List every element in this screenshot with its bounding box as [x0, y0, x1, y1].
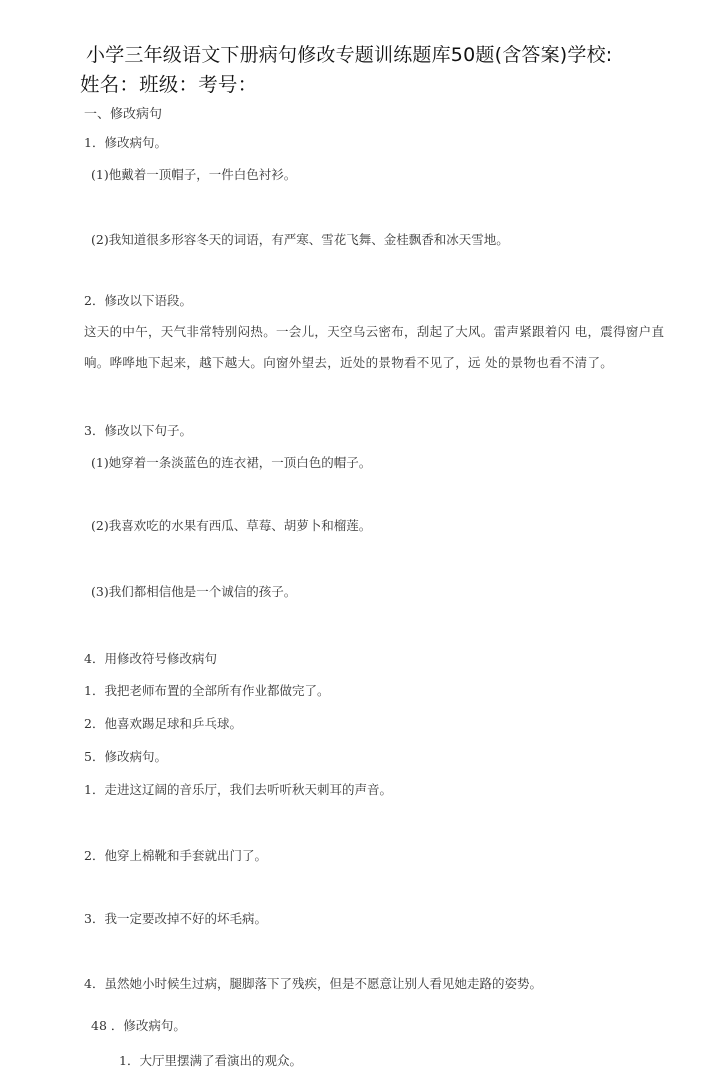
- question-5-item-2: 2．他穿上棉靴和手套就出门了。: [84, 848, 267, 863]
- question-1-item-2: (2)我知道很多形容冬天的词语，有严寒、雪花飞舞、金桂飘香和冰天雪地。: [91, 232, 509, 247]
- document-title: 小学三年级语文下册病句修改专题训练题库50题(含答案)学校:: [86, 44, 613, 66]
- question-1-heading: 1．修改病句。: [84, 135, 167, 150]
- question-3-item-3: (3)我们都相信他是一个诚信的孩子。: [91, 584, 297, 599]
- question-2-heading: 2．修改以下语段。: [84, 293, 192, 308]
- question-5-item-4: 4．虽然她小时候生过病，腿脚落下了残疾，但是不愿意让别人看见她走路的姿势。: [84, 976, 542, 991]
- question-3-item-1: (1)她穿着一条淡蓝色的连衣裙，一顶白色的帽子。: [91, 455, 372, 470]
- question-5-item-3: 3．我一定要改掉不好的坏毛病。: [84, 911, 267, 926]
- question-2-paragraph-line-1: 这天的中午，天气非常特别闷热。一会儿，天空乌云密布，刮起了大风。雷声紧跟着闪 电，震得窗户直: [84, 324, 665, 339]
- question-4-heading: 4．用修改符号修改病句: [84, 651, 217, 666]
- student-info-line: 姓名：班级：考号：: [80, 73, 258, 96]
- question-3-heading: 3．修改以下句子。: [84, 423, 192, 438]
- question-4-item-2: 2．他喜欢踢足球和乒乓球。: [84, 716, 242, 731]
- question-5-item-1: 1．走进这辽阔的音乐厅，我们去听听秋天刺耳的声音。: [84, 782, 392, 797]
- question-48-item-1: 1．大厅里摆满了看演出的观众。: [119, 1053, 302, 1068]
- question-5-heading: 5．修改病句。: [84, 749, 167, 764]
- section-heading: 一、修改病句: [84, 107, 163, 122]
- question-2-paragraph-line-2: 响。哗哗地下起来，越下越大。向窗外望去，近处的景物看不见了，远 处的景物也看不清了。: [84, 355, 614, 370]
- question-4-item-1: 1．我把老师布置的全部所有作业都做完了。: [84, 683, 330, 698]
- question-1-item-1: (1)他戴着一顶帽子，一件白色衬衫。: [91, 167, 297, 182]
- question-48-heading: 48 ．修改病句。: [91, 1018, 186, 1033]
- question-3-item-2: (2)我喜欢吃的水果有西瓜、草莓、胡萝卜和榴莲。: [91, 518, 372, 533]
